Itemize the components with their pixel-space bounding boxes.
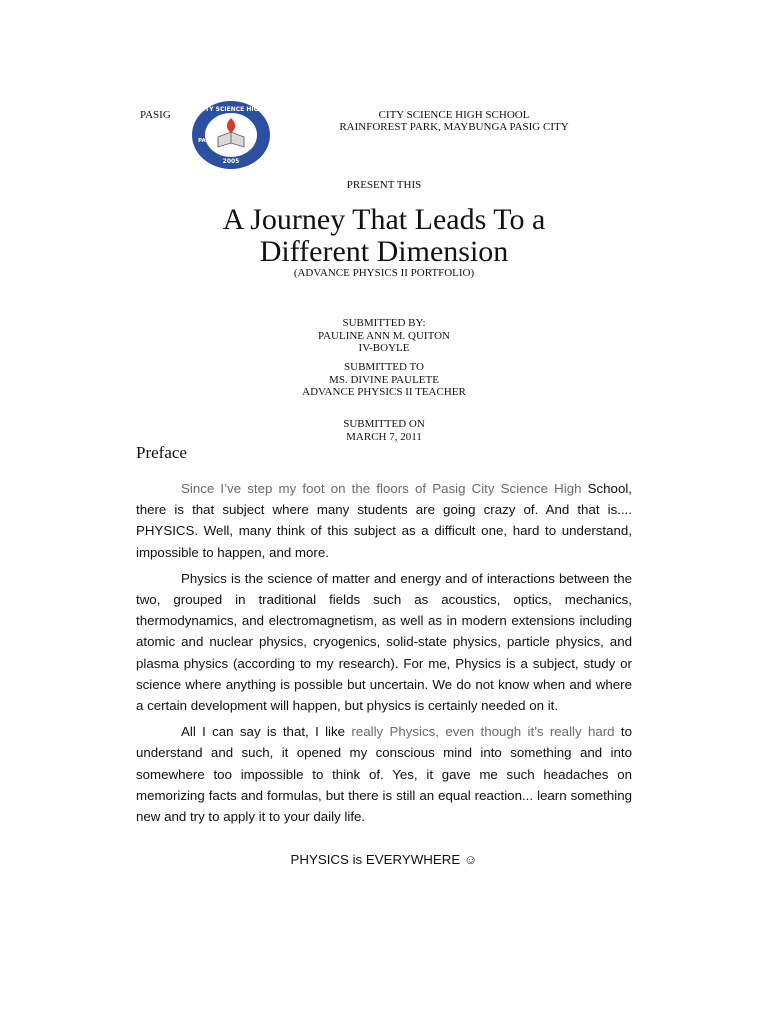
header-pasig: PASIG bbox=[140, 109, 171, 121]
title-line-1: A Journey That Leads To a bbox=[222, 203, 546, 236]
preface-body bbox=[136, 478, 632, 832]
p3-start-text: All I can say is that, I like bbox=[181, 724, 352, 740]
p1-text: School, there is that subject where many students are going crazy of. And that is.... PHYSICS. Well, many think of this subject as a difficult one, hard to understand, impossible to happen, and more. bbox=[136, 481, 632, 560]
seal-text-top: CITY SCIENCE HIGH bbox=[198, 106, 264, 113]
submitted-by-block bbox=[184, 317, 584, 355]
preface-paragraph-1 bbox=[136, 478, 632, 563]
submitted-on-label: SUBMITTED ON bbox=[343, 418, 425, 430]
document-title bbox=[184, 204, 584, 268]
student-name: PAULINE ANN M. QUITON bbox=[317, 329, 450, 342]
p1-grey-text: Since I’ve step my foot on the floors of Pasig City Science High bbox=[181, 481, 582, 496]
teacher-role: ADVANCE PHYSICS II TEACHER bbox=[302, 386, 466, 398]
submitted-to-label: SUBMITTED TO bbox=[344, 361, 424, 373]
school-seal-logo bbox=[190, 100, 272, 170]
title-line-2: Different Dimension bbox=[259, 235, 509, 268]
preface-paragraph-2: Physics is the science of matter and energy and of interactions between the two, grouped in traditional fields such as acoustics, optics, mechanics, thermodynamics, and electromagnetism, as well as in modern extensions including atomic and nuclear physics, cryogenics, solid-state physics, particle physics, and plasma physics (according to my research). For me, Physics is a subject, study or science where anything is possible but uncertain. We do not know when and where a certain development will happen, but physics is certainly needed on it. bbox=[136, 570, 632, 714]
submitted-on-block bbox=[184, 418, 584, 443]
school-header bbox=[320, 109, 588, 133]
school-address: RAINFOREST PARK, MAYBUNGA PASIG CITY bbox=[339, 121, 569, 133]
present-this: PRESENT THIS bbox=[346, 179, 422, 191]
seal-text-left: PASIG bbox=[198, 138, 217, 144]
student-section: IV-BOYLE bbox=[358, 342, 410, 354]
closing-line: PHYSICS is EVERYWHERE ☺ bbox=[290, 852, 478, 867]
school-name: CITY SCIENCE HIGH SCHOOL bbox=[378, 109, 530, 121]
seal-year: 2005 bbox=[222, 158, 240, 165]
teacher-name: MS. DIVINE PAULETE bbox=[329, 373, 439, 386]
p3-text: to understand and such, it opened my conscious mind into something and into somewhere too impossible to think of. Yes, it gave me such headaches on memorizing facts and formulas, but there is still an equal reaction... learn something new and try to apply it to your daily life. bbox=[136, 724, 633, 825]
preface-heading: Preface bbox=[136, 443, 187, 462]
p3-grey-text: really Physics, even though it’s really hard bbox=[351, 724, 615, 740]
submitted-to-block bbox=[184, 361, 584, 399]
submission-date: MARCH 7, 2011 bbox=[346, 430, 422, 443]
submitted-by-label: SUBMITTED BY: bbox=[342, 317, 426, 329]
preface-paragraph-3 bbox=[136, 721, 632, 827]
document-subtitle: (ADVANCE PHYSICS II PORTFOLIO) bbox=[293, 267, 475, 279]
